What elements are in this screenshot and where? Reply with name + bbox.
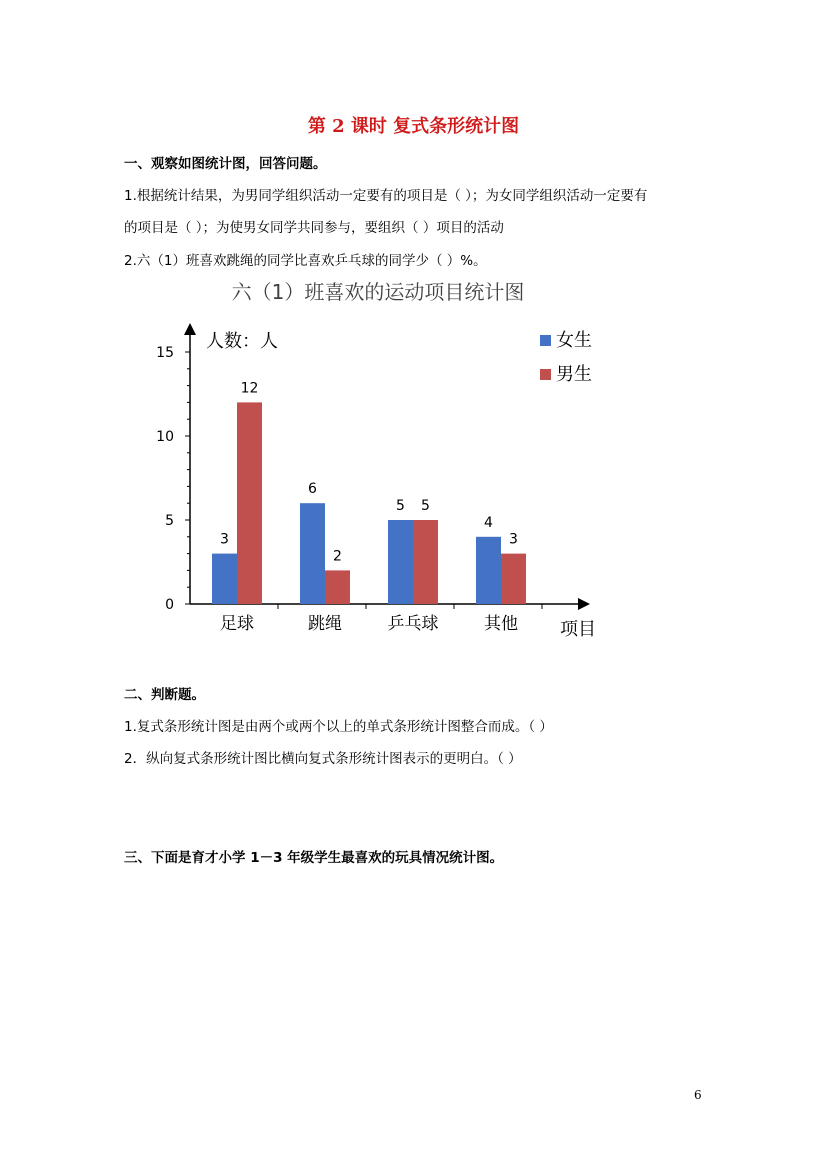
- bar: [388, 520, 413, 604]
- section3-heading: 三、下面是育才小学 1－3 年级学生最喜欢的玩具情况统计图。: [124, 850, 504, 866]
- judgement-question-1: 1.复式条形统计图是由两个或两个以上的单式条形统计图整合而成。（ ）: [124, 719, 553, 735]
- bar-data-label: 6: [308, 481, 317, 498]
- chart-title: 六（1）班喜欢的运动项目统计图: [231, 280, 525, 304]
- bar: [237, 402, 262, 604]
- bar-data-label: 4: [484, 514, 493, 531]
- bar-chart: [150, 275, 610, 645]
- section1-heading: 一、观察如图统计图，回答问题。: [124, 156, 327, 172]
- bar-data-label: 2: [333, 548, 342, 565]
- bar: [501, 554, 526, 604]
- bar-data-label: 12: [240, 380, 259, 397]
- bar: [476, 537, 501, 604]
- bar-data-label: 3: [220, 531, 229, 548]
- y-tick-label: 0: [165, 597, 174, 613]
- y-tick-label: 15: [156, 345, 174, 361]
- bar: [300, 503, 325, 604]
- bar-data-label: 5: [421, 498, 430, 514]
- legend-label: 女生: [556, 330, 592, 351]
- bar: [212, 554, 237, 604]
- x-tick-label: 乒乓球: [387, 614, 439, 634]
- bar: [325, 570, 350, 604]
- page-title: 第 2 课时 复式条形统计图: [307, 116, 520, 137]
- bar-data-label: 5: [396, 498, 405, 514]
- x-tick-label: 跳绳: [308, 614, 342, 634]
- chart-legend: [540, 330, 592, 385]
- question-1-line-2: 的项目是（ ）；为使男女同学共同参与，要组织（ ）项目的活动: [124, 220, 504, 236]
- x-tick-label: 足球: [220, 614, 254, 634]
- x-axis-label: 项目: [560, 619, 596, 640]
- y-axis-arrow: [184, 323, 196, 335]
- legend-label: 男生: [556, 364, 592, 385]
- y-tick-label: 5: [165, 513, 174, 529]
- legend-swatch: [540, 335, 551, 346]
- bar-data-label: 3: [509, 531, 518, 548]
- legend-swatch: [540, 369, 551, 380]
- section2-heading: 二、判断题。: [124, 687, 205, 703]
- chart-bars: [212, 380, 526, 604]
- judgement-question-2: 2．纵向复式条形统计图比横向复式条形统计图表示的更明白。（ ）: [124, 751, 522, 767]
- x-tick-label: 其他: [484, 614, 518, 634]
- page-number: 6: [694, 1088, 702, 1102]
- bar: [413, 520, 438, 604]
- y-axis-label: 人数：人: [206, 331, 278, 352]
- question-1-line-1: 1.根据统计结果，为男同学组织活动一定要有的项目是（ ）；为女同学组织活动一定要有: [124, 188, 648, 204]
- x-axis-arrow: [578, 598, 590, 610]
- question-2: 2.六（1）班喜欢跳绳的同学比喜欢乒乓球的同学少（ ）%。: [124, 253, 487, 269]
- y-tick-label: 10: [156, 429, 174, 445]
